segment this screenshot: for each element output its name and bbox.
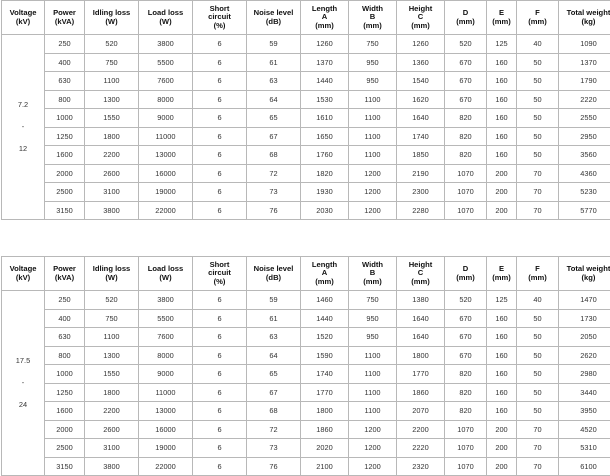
power-cell: 2000 <box>45 420 85 439</box>
load-loss-cell: 13000 <box>139 146 193 165</box>
column-header-load-loss: Load loss (W) <box>139 1 193 35</box>
length-a-cell: 1440 <box>301 72 349 91</box>
dim-e-cell: 200 <box>487 183 517 202</box>
dim-d-cell: 670 <box>445 53 487 72</box>
height-c-cell: 2220 <box>397 439 445 458</box>
load-loss-cell: 13000 <box>139 402 193 421</box>
width-b-cell: 1200 <box>349 201 397 220</box>
load-loss-cell: 8000 <box>139 346 193 365</box>
dim-e-cell: 160 <box>487 328 517 347</box>
dim-d-cell: 1070 <box>445 420 487 439</box>
load-loss-cell: 9000 <box>139 365 193 384</box>
width-b-cell: 1100 <box>349 146 397 165</box>
total-weight-cell: 5310 <box>559 439 610 458</box>
height-c-cell: 1540 <box>397 72 445 91</box>
total-weight-cell: 1470 <box>559 291 610 310</box>
table-row <box>2 291 610 310</box>
dim-d-cell: 1070 <box>445 457 487 476</box>
noise-level-cell: 65 <box>247 109 301 128</box>
dim-f-cell: 50 <box>517 309 559 328</box>
table-row <box>2 72 610 91</box>
power-cell: 2500 <box>45 439 85 458</box>
idling-loss-cell: 2600 <box>85 164 139 183</box>
short-circuit-cell: 6 <box>193 309 247 328</box>
width-b-cell: 1200 <box>349 457 397 476</box>
table-row <box>2 183 610 202</box>
dim-d-cell: 670 <box>445 328 487 347</box>
dim-e-cell: 160 <box>487 346 517 365</box>
length-a-cell: 1530 <box>301 90 349 109</box>
power-cell: 3150 <box>45 201 85 220</box>
dim-d-cell: 820 <box>445 127 487 146</box>
dim-d-cell: 670 <box>445 90 487 109</box>
column-header-total-weight: Total weight (kg) <box>559 257 610 291</box>
dim-d-cell: 670 <box>445 309 487 328</box>
load-loss-cell: 11000 <box>139 383 193 402</box>
noise-level-cell: 63 <box>247 328 301 347</box>
idling-loss-cell: 3800 <box>85 201 139 220</box>
short-circuit-cell: 6 <box>193 402 247 421</box>
table-row <box>2 439 610 458</box>
length-a-cell: 1740 <box>301 365 349 384</box>
column-header-power: Power (kVA) <box>45 257 85 291</box>
height-c-cell: 1380 <box>397 291 445 310</box>
column-header-height-c: Height C (mm) <box>397 1 445 35</box>
table-row <box>2 164 610 183</box>
load-loss-cell: 16000 <box>139 420 193 439</box>
table-row <box>2 420 610 439</box>
idling-loss-cell: 520 <box>85 291 139 310</box>
power-cell: 1250 <box>45 127 85 146</box>
total-weight-cell: 1730 <box>559 309 610 328</box>
dim-f-cell: 50 <box>517 90 559 109</box>
dim-e-cell: 160 <box>487 365 517 384</box>
noise-level-cell: 76 <box>247 201 301 220</box>
dim-e-cell: 160 <box>487 309 517 328</box>
dim-d-cell: 520 <box>445 291 487 310</box>
length-a-cell: 2030 <box>301 201 349 220</box>
short-circuit-cell: 6 <box>193 291 247 310</box>
dim-d-cell: 1070 <box>445 183 487 202</box>
dim-e-cell: 160 <box>487 90 517 109</box>
noise-level-cell: 68 <box>247 146 301 165</box>
spec-table-high-voltage <box>1 256 610 476</box>
load-loss-cell: 22000 <box>139 457 193 476</box>
table-row <box>2 457 610 476</box>
power-cell: 800 <box>45 346 85 365</box>
idling-loss-cell: 1550 <box>85 365 139 384</box>
dim-d-cell: 1070 <box>445 439 487 458</box>
total-weight-cell: 3560 <box>559 146 610 165</box>
load-loss-cell: 19000 <box>139 183 193 202</box>
length-a-cell: 1260 <box>301 35 349 54</box>
idling-loss-cell: 3100 <box>85 183 139 202</box>
height-c-cell: 1620 <box>397 90 445 109</box>
idling-loss-cell: 3800 <box>85 457 139 476</box>
load-loss-cell: 8000 <box>139 90 193 109</box>
table-row <box>2 309 610 328</box>
dim-f-cell: 70 <box>517 457 559 476</box>
load-loss-cell: 9000 <box>139 109 193 128</box>
column-header-dim-f: F (mm) <box>517 257 559 291</box>
width-b-cell: 1200 <box>349 439 397 458</box>
length-a-cell: 1650 <box>301 127 349 146</box>
dim-f-cell: 50 <box>517 328 559 347</box>
width-b-cell: 950 <box>349 309 397 328</box>
idling-loss-cell: 1300 <box>85 90 139 109</box>
dim-d-cell: 520 <box>445 35 487 54</box>
load-loss-cell: 5500 <box>139 53 193 72</box>
idling-loss-cell: 520 <box>85 35 139 54</box>
length-a-cell: 1520 <box>301 328 349 347</box>
height-c-cell: 2320 <box>397 457 445 476</box>
length-a-cell: 1930 <box>301 183 349 202</box>
length-a-cell: 1760 <box>301 146 349 165</box>
header-row <box>2 1 610 35</box>
height-c-cell: 1770 <box>397 365 445 384</box>
power-cell: 1600 <box>45 402 85 421</box>
total-weight-cell: 6100 <box>559 457 610 476</box>
width-b-cell: 750 <box>349 291 397 310</box>
height-c-cell: 2280 <box>397 201 445 220</box>
short-circuit-cell: 6 <box>193 146 247 165</box>
length-a-cell: 2020 <box>301 439 349 458</box>
total-weight-cell: 1790 <box>559 72 610 91</box>
dim-e-cell: 160 <box>487 109 517 128</box>
dim-d-cell: 820 <box>445 402 487 421</box>
dim-e-cell: 200 <box>487 201 517 220</box>
dim-e-cell: 125 <box>487 291 517 310</box>
width-b-cell: 750 <box>349 35 397 54</box>
dim-f-cell: 50 <box>517 346 559 365</box>
load-loss-cell: 19000 <box>139 439 193 458</box>
table-row <box>2 201 610 220</box>
total-weight-cell: 2620 <box>559 346 610 365</box>
noise-level-cell: 64 <box>247 346 301 365</box>
total-weight-cell: 2550 <box>559 109 610 128</box>
column-header-voltage: Voltage (kV) <box>2 1 45 35</box>
height-c-cell: 2300 <box>397 183 445 202</box>
column-header-dim-d: D (mm) <box>445 1 487 35</box>
idling-loss-cell: 1800 <box>85 127 139 146</box>
dim-f-cell: 70 <box>517 183 559 202</box>
load-loss-cell: 22000 <box>139 201 193 220</box>
height-c-cell: 1850 <box>397 146 445 165</box>
idling-loss-cell: 2200 <box>85 146 139 165</box>
short-circuit-cell: 6 <box>193 90 247 109</box>
idling-loss-cell: 1100 <box>85 72 139 91</box>
power-cell: 3150 <box>45 457 85 476</box>
load-loss-cell: 7600 <box>139 328 193 347</box>
column-header-dim-f: F (mm) <box>517 1 559 35</box>
dim-f-cell: 50 <box>517 383 559 402</box>
height-c-cell: 2200 <box>397 420 445 439</box>
column-header-idling-loss: Idling loss (W) <box>85 1 139 35</box>
short-circuit-cell: 6 <box>193 35 247 54</box>
voltage-range-cell: 7.2 - 12 <box>2 35 45 220</box>
short-circuit-cell: 6 <box>193 164 247 183</box>
total-weight-cell: 4360 <box>559 164 610 183</box>
dim-e-cell: 160 <box>487 402 517 421</box>
length-a-cell: 1370 <box>301 53 349 72</box>
length-a-cell: 1440 <box>301 309 349 328</box>
noise-level-cell: 73 <box>247 183 301 202</box>
noise-level-cell: 73 <box>247 439 301 458</box>
table-row <box>2 402 610 421</box>
height-c-cell: 1800 <box>397 346 445 365</box>
dim-f-cell: 50 <box>517 53 559 72</box>
voltage-range-cell: 17.5 - 24 <box>2 291 45 476</box>
power-cell: 1250 <box>45 383 85 402</box>
table-row <box>2 365 610 384</box>
power-cell: 250 <box>45 35 85 54</box>
column-header-short-circuit: Short circuit (%) <box>193 1 247 35</box>
dim-f-cell: 70 <box>517 201 559 220</box>
noise-level-cell: 67 <box>247 127 301 146</box>
noise-level-cell: 61 <box>247 309 301 328</box>
column-header-power: Power (kVA) <box>45 1 85 35</box>
column-header-width-b: Width B (mm) <box>349 257 397 291</box>
column-header-length-a: Length A (mm) <box>301 257 349 291</box>
noise-level-cell: 72 <box>247 420 301 439</box>
column-header-short-circuit: Short circuit (%) <box>193 257 247 291</box>
height-c-cell: 1640 <box>397 328 445 347</box>
dim-f-cell: 70 <box>517 439 559 458</box>
dim-e-cell: 160 <box>487 53 517 72</box>
height-c-cell: 1260 <box>397 35 445 54</box>
length-a-cell: 1590 <box>301 346 349 365</box>
table-body <box>2 291 610 476</box>
width-b-cell: 950 <box>349 328 397 347</box>
width-b-cell: 950 <box>349 53 397 72</box>
short-circuit-cell: 6 <box>193 109 247 128</box>
column-header-dim-e: E (mm) <box>487 1 517 35</box>
noise-level-cell: 65 <box>247 365 301 384</box>
total-weight-cell: 3440 <box>559 383 610 402</box>
power-cell: 1000 <box>45 365 85 384</box>
short-circuit-cell: 6 <box>193 457 247 476</box>
width-b-cell: 1200 <box>349 164 397 183</box>
dim-e-cell: 200 <box>487 457 517 476</box>
spec-table-low-voltage <box>1 0 610 220</box>
total-weight-cell: 4520 <box>559 420 610 439</box>
length-a-cell: 1820 <box>301 164 349 183</box>
dim-f-cell: 70 <box>517 164 559 183</box>
column-header-width-b: Width B (mm) <box>349 1 397 35</box>
short-circuit-cell: 6 <box>193 439 247 458</box>
power-cell: 630 <box>45 72 85 91</box>
total-weight-cell: 5770 <box>559 201 610 220</box>
dim-e-cell: 200 <box>487 439 517 458</box>
power-cell: 630 <box>45 328 85 347</box>
header-row <box>2 257 610 291</box>
length-a-cell: 2100 <box>301 457 349 476</box>
load-loss-cell: 7600 <box>139 72 193 91</box>
idling-loss-cell: 3100 <box>85 439 139 458</box>
height-c-cell: 1640 <box>397 109 445 128</box>
load-loss-cell: 5500 <box>139 309 193 328</box>
length-a-cell: 1610 <box>301 109 349 128</box>
table-row <box>2 383 610 402</box>
total-weight-cell: 2220 <box>559 90 610 109</box>
length-a-cell: 1800 <box>301 402 349 421</box>
power-cell: 400 <box>45 309 85 328</box>
dim-f-cell: 40 <box>517 35 559 54</box>
dim-d-cell: 820 <box>445 383 487 402</box>
noise-level-cell: 67 <box>247 383 301 402</box>
width-b-cell: 950 <box>349 72 397 91</box>
dim-f-cell: 50 <box>517 146 559 165</box>
dim-d-cell: 1070 <box>445 201 487 220</box>
idling-loss-cell: 750 <box>85 309 139 328</box>
width-b-cell: 1100 <box>349 383 397 402</box>
short-circuit-cell: 6 <box>193 346 247 365</box>
column-header-height-c: Height C (mm) <box>397 257 445 291</box>
idling-loss-cell: 1800 <box>85 383 139 402</box>
load-loss-cell: 16000 <box>139 164 193 183</box>
width-b-cell: 1100 <box>349 365 397 384</box>
dim-f-cell: 50 <box>517 127 559 146</box>
short-circuit-cell: 6 <box>193 183 247 202</box>
total-weight-cell: 3950 <box>559 402 610 421</box>
dim-e-cell: 160 <box>487 383 517 402</box>
dim-e-cell: 200 <box>487 164 517 183</box>
column-header-total-weight: Total weight (kg) <box>559 1 610 35</box>
dim-e-cell: 160 <box>487 127 517 146</box>
table-row <box>2 328 610 347</box>
dim-f-cell: 50 <box>517 365 559 384</box>
total-weight-cell: 1370 <box>559 53 610 72</box>
power-cell: 250 <box>45 291 85 310</box>
column-header-idling-loss: Idling loss (W) <box>85 257 139 291</box>
column-header-load-loss: Load loss (W) <box>139 257 193 291</box>
table-row <box>2 146 610 165</box>
short-circuit-cell: 6 <box>193 365 247 384</box>
power-cell: 2500 <box>45 183 85 202</box>
table-row <box>2 35 610 54</box>
table-row <box>2 53 610 72</box>
height-c-cell: 2190 <box>397 164 445 183</box>
power-cell: 1600 <box>45 146 85 165</box>
noise-level-cell: 64 <box>247 90 301 109</box>
short-circuit-cell: 6 <box>193 53 247 72</box>
column-header-length-a: Length A (mm) <box>301 1 349 35</box>
dim-d-cell: 1070 <box>445 164 487 183</box>
short-circuit-cell: 6 <box>193 328 247 347</box>
dim-e-cell: 160 <box>487 72 517 91</box>
column-header-noise-level: Noise level (dB) <box>247 1 301 35</box>
load-loss-cell: 3800 <box>139 35 193 54</box>
dim-f-cell: 50 <box>517 72 559 91</box>
table-row <box>2 90 610 109</box>
short-circuit-cell: 6 <box>193 420 247 439</box>
width-b-cell: 1200 <box>349 420 397 439</box>
width-b-cell: 1100 <box>349 402 397 421</box>
noise-level-cell: 59 <box>247 35 301 54</box>
power-cell: 1000 <box>45 109 85 128</box>
width-b-cell: 1100 <box>349 346 397 365</box>
width-b-cell: 1100 <box>349 109 397 128</box>
dim-f-cell: 70 <box>517 420 559 439</box>
idling-loss-cell: 2200 <box>85 402 139 421</box>
dim-e-cell: 160 <box>487 146 517 165</box>
length-a-cell: 1770 <box>301 383 349 402</box>
height-c-cell: 2070 <box>397 402 445 421</box>
width-b-cell: 1200 <box>349 183 397 202</box>
dim-d-cell: 820 <box>445 365 487 384</box>
total-weight-cell: 1090 <box>559 35 610 54</box>
idling-loss-cell: 1100 <box>85 328 139 347</box>
width-b-cell: 1100 <box>349 90 397 109</box>
dim-f-cell: 40 <box>517 291 559 310</box>
dim-f-cell: 50 <box>517 109 559 128</box>
table-row <box>2 109 610 128</box>
power-cell: 400 <box>45 53 85 72</box>
total-weight-cell: 5230 <box>559 183 610 202</box>
short-circuit-cell: 6 <box>193 72 247 91</box>
power-cell: 2000 <box>45 164 85 183</box>
noise-level-cell: 61 <box>247 53 301 72</box>
idling-loss-cell: 750 <box>85 53 139 72</box>
noise-level-cell: 72 <box>247 164 301 183</box>
idling-loss-cell: 2600 <box>85 420 139 439</box>
load-loss-cell: 3800 <box>139 291 193 310</box>
height-c-cell: 1860 <box>397 383 445 402</box>
dim-e-cell: 125 <box>487 35 517 54</box>
column-header-dim-e: E (mm) <box>487 257 517 291</box>
table-body <box>2 35 610 220</box>
width-b-cell: 1100 <box>349 127 397 146</box>
length-a-cell: 1460 <box>301 291 349 310</box>
noise-level-cell: 59 <box>247 291 301 310</box>
load-loss-cell: 11000 <box>139 127 193 146</box>
height-c-cell: 1360 <box>397 53 445 72</box>
noise-level-cell: 63 <box>247 72 301 91</box>
total-weight-cell: 2950 <box>559 127 610 146</box>
short-circuit-cell: 6 <box>193 201 247 220</box>
total-weight-cell: 2050 <box>559 328 610 347</box>
short-circuit-cell: 6 <box>193 383 247 402</box>
dim-d-cell: 670 <box>445 72 487 91</box>
noise-level-cell: 76 <box>247 457 301 476</box>
table-row <box>2 127 610 146</box>
table-row <box>2 346 610 365</box>
dim-d-cell: 670 <box>445 346 487 365</box>
length-a-cell: 1860 <box>301 420 349 439</box>
dim-d-cell: 820 <box>445 146 487 165</box>
dim-e-cell: 200 <box>487 420 517 439</box>
column-header-noise-level: Noise level (dB) <box>247 257 301 291</box>
height-c-cell: 1740 <box>397 127 445 146</box>
total-weight-cell: 2980 <box>559 365 610 384</box>
dim-d-cell: 820 <box>445 109 487 128</box>
dim-f-cell: 50 <box>517 402 559 421</box>
idling-loss-cell: 1550 <box>85 109 139 128</box>
column-header-dim-d: D (mm) <box>445 257 487 291</box>
height-c-cell: 1640 <box>397 309 445 328</box>
column-header-voltage: Voltage (kV) <box>2 257 45 291</box>
power-cell: 800 <box>45 90 85 109</box>
short-circuit-cell: 6 <box>193 127 247 146</box>
noise-level-cell: 68 <box>247 402 301 421</box>
idling-loss-cell: 1300 <box>85 346 139 365</box>
